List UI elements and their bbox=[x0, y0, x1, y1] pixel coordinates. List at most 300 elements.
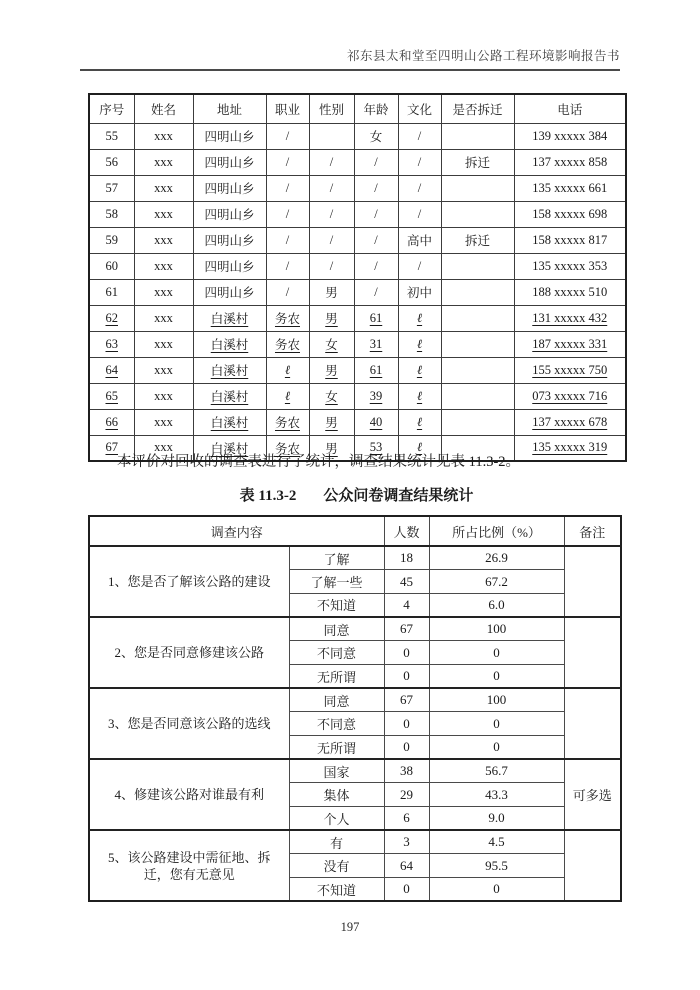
cell-text: / bbox=[285, 154, 290, 169]
percent-cell: 95.5 bbox=[429, 854, 564, 878]
table-row bbox=[89, 546, 621, 570]
table-cell bbox=[354, 175, 398, 201]
table-cell bbox=[89, 305, 134, 331]
table-cell bbox=[193, 123, 266, 149]
cell-text: / bbox=[417, 180, 422, 195]
table-cell bbox=[193, 357, 266, 383]
note-cell bbox=[564, 688, 621, 759]
table-row bbox=[89, 201, 626, 227]
note-cell: 可多选 bbox=[564, 759, 621, 830]
table-cell bbox=[266, 123, 309, 149]
cell-text: 158 xxxxx 817 bbox=[532, 232, 608, 247]
table-caption-label: 表 11.3-2 bbox=[239, 488, 297, 504]
percent-cell: 67.2 bbox=[429, 570, 564, 594]
cell-text: / bbox=[417, 258, 422, 273]
table-cell bbox=[354, 305, 398, 331]
table-cell bbox=[89, 123, 134, 149]
count-cell: 4 bbox=[384, 593, 429, 617]
cell-text: / bbox=[285, 258, 290, 273]
table-cell bbox=[441, 331, 514, 357]
table-cell bbox=[398, 227, 441, 253]
table-cell bbox=[193, 409, 266, 435]
respondent-table-header-row bbox=[89, 94, 626, 123]
table-cell bbox=[398, 357, 441, 383]
cell-text: ℓ bbox=[416, 414, 423, 429]
table-row bbox=[89, 305, 626, 331]
cell-text: 61 bbox=[369, 310, 383, 325]
column-header: 电话 bbox=[514, 94, 626, 123]
cell-text: ℓ bbox=[416, 388, 423, 403]
table-cell bbox=[134, 253, 193, 279]
table-cell bbox=[398, 383, 441, 409]
table-cell bbox=[354, 357, 398, 383]
table-row bbox=[89, 759, 621, 783]
table-row bbox=[89, 357, 626, 383]
option-cell: 了解 bbox=[289, 546, 384, 570]
percent-cell: 9.0 bbox=[429, 807, 564, 831]
count-cell: 3 bbox=[384, 830, 429, 854]
cell-text: xxx bbox=[154, 206, 173, 221]
cell-text: 62 bbox=[105, 310, 118, 325]
table-cell bbox=[354, 149, 398, 175]
cell-text: xxx bbox=[154, 180, 173, 195]
cell-text: 135 xxxxx 353 bbox=[532, 258, 608, 273]
table-cell bbox=[441, 227, 514, 253]
table-cell bbox=[266, 149, 309, 175]
cell-text: 女 bbox=[369, 130, 383, 144]
option-cell: 了解一些 bbox=[289, 570, 384, 594]
count-cell: 29 bbox=[384, 783, 429, 807]
cell-text: / bbox=[417, 206, 422, 221]
cell-text: 57 bbox=[105, 180, 118, 195]
option-cell: 没有 bbox=[289, 854, 384, 878]
column-header: 职业 bbox=[266, 94, 309, 123]
cell-text: / bbox=[329, 206, 334, 221]
cell-text: ℓ bbox=[284, 388, 291, 403]
table-cell bbox=[354, 123, 398, 149]
table-cell bbox=[193, 383, 266, 409]
table-cell bbox=[398, 201, 441, 227]
cell-text: 155 xxxxx 750 bbox=[532, 362, 608, 377]
table-cell bbox=[134, 331, 193, 357]
cell-text: 60 bbox=[105, 258, 118, 273]
percent-cell: 0 bbox=[429, 736, 564, 760]
table-caption-title: 公众问卷调查结果统计 bbox=[323, 488, 474, 504]
table-cell bbox=[134, 149, 193, 175]
cell-text: 白溪村 bbox=[210, 312, 249, 326]
table-row bbox=[89, 409, 626, 435]
table-cell bbox=[89, 279, 134, 305]
table-row bbox=[89, 175, 626, 201]
table-cell bbox=[134, 409, 193, 435]
percent-cell: 56.7 bbox=[429, 759, 564, 783]
cell-text: / bbox=[285, 128, 290, 143]
table-cell bbox=[354, 279, 398, 305]
table-row bbox=[89, 830, 621, 854]
count-cell: 0 bbox=[384, 878, 429, 902]
cell-text: xxx bbox=[154, 414, 173, 429]
cell-text: ℓ bbox=[416, 440, 423, 455]
table-cell bbox=[89, 383, 134, 409]
cell-text: 56 bbox=[105, 154, 118, 169]
table-cell bbox=[514, 305, 626, 331]
percent-cell: 43.3 bbox=[429, 783, 564, 807]
cell-text: xxx bbox=[154, 440, 173, 455]
table-cell bbox=[398, 279, 441, 305]
cell-text: 男 bbox=[325, 364, 338, 378]
table-cell bbox=[398, 253, 441, 279]
table-cell bbox=[514, 123, 626, 149]
table-cell bbox=[89, 201, 134, 227]
table-cell bbox=[89, 227, 134, 253]
question-cell: 4、修建该公路对谁最有利 bbox=[89, 759, 289, 830]
cell-text: 61 bbox=[105, 284, 118, 299]
table-cell bbox=[89, 149, 134, 175]
note-cell bbox=[564, 617, 621, 688]
cell-text: 四明山乡 bbox=[204, 130, 255, 144]
table-cell bbox=[354, 253, 398, 279]
cell-text: 187 xxxxx 331 bbox=[532, 336, 608, 351]
cell-text: 188 xxxxx 510 bbox=[532, 284, 608, 299]
cell-text: xxx bbox=[154, 388, 173, 403]
table-cell bbox=[266, 175, 309, 201]
table-cell bbox=[134, 175, 193, 201]
cell-text: 四明山乡 bbox=[204, 156, 255, 170]
cell-text: 男 bbox=[325, 286, 338, 300]
option-cell: 不同意 bbox=[289, 712, 384, 736]
cell-text: / bbox=[329, 154, 334, 169]
running-header: 祁东县太和堂至四明山公路工程环境影响报告书 bbox=[80, 46, 620, 71]
option-cell: 国家 bbox=[289, 759, 384, 783]
column-header: 年龄 bbox=[354, 94, 398, 123]
cell-text: 务农 bbox=[274, 338, 300, 352]
column-header-note: 备注 bbox=[564, 516, 621, 546]
count-cell: 67 bbox=[384, 688, 429, 712]
count-cell: 0 bbox=[384, 641, 429, 665]
cell-text: / bbox=[374, 180, 378, 195]
column-header: 姓名 bbox=[134, 94, 193, 123]
table-cell bbox=[441, 175, 514, 201]
table-cell bbox=[309, 383, 354, 409]
survey-table-body bbox=[89, 546, 621, 901]
table-cell bbox=[514, 383, 626, 409]
table-cell bbox=[134, 383, 193, 409]
option-cell: 不同意 bbox=[289, 641, 384, 665]
table-cell bbox=[309, 279, 354, 305]
cell-text: xxx bbox=[154, 310, 173, 325]
cell-text: 拆迁 bbox=[464, 234, 490, 248]
option-cell: 集体 bbox=[289, 783, 384, 807]
cell-text: 61 bbox=[369, 362, 383, 377]
survey-table bbox=[88, 515, 622, 902]
count-cell: 45 bbox=[384, 570, 429, 594]
column-header-percent: 所占比例（%） bbox=[429, 516, 564, 546]
table-cell bbox=[89, 331, 134, 357]
table-cell bbox=[309, 253, 354, 279]
table-cell bbox=[398, 409, 441, 435]
table-caption bbox=[88, 484, 625, 505]
table-cell bbox=[134, 305, 193, 331]
option-cell: 无所谓 bbox=[289, 664, 384, 688]
cell-text: 139 xxxxx 384 bbox=[532, 128, 608, 143]
table-cell bbox=[441, 201, 514, 227]
table-cell bbox=[193, 175, 266, 201]
table-cell bbox=[309, 331, 354, 357]
table-cell bbox=[309, 123, 354, 149]
table-row bbox=[89, 123, 626, 149]
count-cell: 6 bbox=[384, 807, 429, 831]
cell-text: ℓ bbox=[416, 362, 423, 377]
cell-text: / bbox=[329, 180, 334, 195]
cell-text: / bbox=[285, 284, 290, 299]
table-cell bbox=[514, 201, 626, 227]
note-cell bbox=[564, 830, 621, 901]
table-row bbox=[89, 617, 621, 641]
table-cell bbox=[354, 227, 398, 253]
page-number: 197 bbox=[340, 920, 360, 934]
count-cell: 67 bbox=[384, 617, 429, 641]
percent-cell: 100 bbox=[429, 688, 564, 712]
table-cell bbox=[89, 253, 134, 279]
cell-text: / bbox=[329, 258, 334, 273]
cell-text: 白溪村 bbox=[210, 416, 249, 430]
table-cell bbox=[309, 409, 354, 435]
count-cell: 18 bbox=[384, 546, 429, 570]
cell-text: 务农 bbox=[274, 441, 300, 456]
table-row bbox=[89, 279, 626, 305]
table-cell bbox=[266, 253, 309, 279]
cell-text: 白溪村 bbox=[210, 338, 249, 352]
table-cell bbox=[89, 357, 134, 383]
cell-text: xxx bbox=[154, 128, 173, 143]
table-row bbox=[89, 688, 621, 712]
cell-text: 高中 bbox=[406, 234, 432, 248]
cell-text: 白溪村 bbox=[210, 390, 249, 404]
cell-text: xxx bbox=[154, 232, 173, 247]
cell-text: / bbox=[285, 206, 290, 221]
percent-cell: 0 bbox=[429, 641, 564, 665]
table-cell bbox=[354, 331, 398, 357]
cell-text: 初中 bbox=[406, 286, 432, 300]
table-cell bbox=[193, 331, 266, 357]
cell-text: 白溪村 bbox=[210, 441, 249, 456]
percent-cell: 100 bbox=[429, 617, 564, 641]
percent-cell: 26.9 bbox=[429, 546, 564, 570]
percent-cell: 0 bbox=[429, 712, 564, 736]
table-cell bbox=[441, 279, 514, 305]
cell-text: 女 bbox=[325, 338, 338, 352]
table-cell bbox=[398, 331, 441, 357]
cell-text: / bbox=[329, 232, 334, 247]
table-cell bbox=[514, 357, 626, 383]
table-row bbox=[89, 253, 626, 279]
table-cell bbox=[309, 149, 354, 175]
cell-text: 务农 bbox=[274, 312, 300, 326]
cell-text: 59 bbox=[105, 232, 118, 247]
cell-text: 务农 bbox=[274, 416, 300, 430]
cell-text: / bbox=[285, 180, 290, 195]
table-cell bbox=[193, 201, 266, 227]
cell-text: 四明山乡 bbox=[204, 208, 255, 222]
cell-text: ℓ bbox=[284, 362, 291, 377]
cell-text: 63 bbox=[105, 336, 118, 351]
cell-text: 53 bbox=[369, 440, 383, 455]
table-cell bbox=[441, 149, 514, 175]
count-cell: 0 bbox=[384, 712, 429, 736]
option-cell: 同意 bbox=[289, 617, 384, 641]
table-cell bbox=[193, 279, 266, 305]
table-cell bbox=[514, 331, 626, 357]
cell-text: 39 bbox=[369, 388, 383, 403]
question-cell: 1、您是否了解该公路的建设 bbox=[89, 546, 289, 617]
table-cell bbox=[266, 227, 309, 253]
option-cell: 有 bbox=[289, 830, 384, 854]
option-cell: 不知道 bbox=[289, 878, 384, 902]
table-cell bbox=[309, 227, 354, 253]
cell-text: 67 bbox=[105, 440, 118, 455]
respondent-table bbox=[88, 93, 627, 462]
table-cell bbox=[514, 227, 626, 253]
column-header: 性别 bbox=[309, 94, 354, 123]
cell-text: / bbox=[374, 284, 378, 299]
table-cell bbox=[266, 279, 309, 305]
cell-text: 31 bbox=[369, 336, 383, 351]
count-cell: 0 bbox=[384, 664, 429, 688]
column-header-count: 人数 bbox=[384, 516, 429, 546]
table-cell bbox=[441, 409, 514, 435]
respondent-table-body bbox=[89, 123, 626, 461]
table-cell bbox=[134, 279, 193, 305]
table-cell bbox=[441, 123, 514, 149]
cell-text: xxx bbox=[154, 336, 173, 351]
count-cell: 38 bbox=[384, 759, 429, 783]
cell-text: / bbox=[374, 206, 378, 221]
table-cell bbox=[193, 227, 266, 253]
table-cell bbox=[193, 149, 266, 175]
column-header-content: 调查内容 bbox=[89, 516, 384, 546]
cell-text: 40 bbox=[369, 414, 383, 429]
cell-text: 男 bbox=[325, 441, 338, 456]
percent-cell: 4.5 bbox=[429, 830, 564, 854]
cell-text: 四明山乡 bbox=[204, 182, 255, 196]
table-cell bbox=[354, 201, 398, 227]
column-header: 序号 bbox=[89, 94, 134, 123]
cell-text: 158 xxxxx 698 bbox=[532, 206, 608, 221]
column-header: 文化 bbox=[398, 94, 441, 123]
cell-text: 135 xxxxx 661 bbox=[532, 180, 608, 195]
cell-text: 66 bbox=[105, 414, 118, 429]
table-cell bbox=[514, 253, 626, 279]
table-cell bbox=[309, 201, 354, 227]
survey-table-header-row bbox=[89, 516, 621, 546]
cell-text: 64 bbox=[105, 362, 118, 377]
cell-text: 男 bbox=[325, 312, 338, 326]
table-cell bbox=[398, 305, 441, 331]
cell-text: 137 xxxxx 678 bbox=[532, 414, 608, 429]
table-cell bbox=[514, 409, 626, 435]
question-cell: 2、您是否同意修建该公路 bbox=[89, 617, 289, 688]
table-cell bbox=[309, 357, 354, 383]
question-cell: 5、该公路建设中需征地、拆迁，您有无意见 bbox=[89, 830, 289, 901]
table-cell bbox=[134, 201, 193, 227]
cell-text: xxx bbox=[154, 284, 173, 299]
count-cell: 0 bbox=[384, 736, 429, 760]
table-cell bbox=[266, 357, 309, 383]
cell-text: 073 xxxxx 716 bbox=[532, 388, 608, 403]
table-cell bbox=[441, 383, 514, 409]
cell-text: xxx bbox=[154, 258, 173, 273]
column-header: 是否拆迁 bbox=[441, 94, 514, 123]
table-cell bbox=[266, 201, 309, 227]
cell-text: / bbox=[417, 154, 422, 169]
table-row bbox=[89, 383, 626, 409]
body-paragraph: 本评价对回收的调查表进行了统计，调查结果统计见表 11.3-2。 bbox=[117, 454, 521, 470]
table-cell bbox=[441, 357, 514, 383]
percent-cell: 0 bbox=[429, 878, 564, 902]
table-cell bbox=[89, 409, 134, 435]
table-cell bbox=[134, 123, 193, 149]
table-cell bbox=[354, 409, 398, 435]
table-row bbox=[89, 331, 626, 357]
table-cell bbox=[266, 305, 309, 331]
cell-text: 女 bbox=[325, 390, 338, 404]
cell-text: 拆迁 bbox=[464, 156, 490, 170]
cell-text: 135 xxxxx 319 bbox=[532, 440, 608, 455]
cell-text: / bbox=[285, 232, 290, 247]
table-cell bbox=[398, 175, 441, 201]
cell-text: xxx bbox=[154, 154, 173, 169]
option-cell: 个人 bbox=[289, 807, 384, 831]
note-cell bbox=[564, 546, 621, 617]
percent-cell: 6.0 bbox=[429, 593, 564, 617]
table-cell bbox=[134, 227, 193, 253]
percent-cell: 0 bbox=[429, 664, 564, 688]
cell-text: 四明山乡 bbox=[204, 234, 255, 248]
count-cell: 64 bbox=[384, 854, 429, 878]
table-row bbox=[89, 149, 626, 175]
option-cell: 同意 bbox=[289, 688, 384, 712]
table-cell bbox=[89, 175, 134, 201]
table-cell bbox=[266, 331, 309, 357]
table-cell bbox=[514, 149, 626, 175]
cell-text: / bbox=[417, 128, 422, 143]
cell-text: ℓ bbox=[416, 336, 423, 351]
cell-text: 65 bbox=[105, 388, 118, 403]
cell-text: / bbox=[374, 154, 378, 169]
cell-text: 白溪村 bbox=[210, 364, 249, 378]
option-cell: 不知道 bbox=[289, 593, 384, 617]
table-cell bbox=[266, 383, 309, 409]
table-cell bbox=[193, 305, 266, 331]
cell-text: 四明山乡 bbox=[204, 260, 255, 274]
cell-text: / bbox=[374, 258, 378, 273]
cell-text: ℓ bbox=[416, 310, 423, 325]
table-row bbox=[89, 227, 626, 253]
cell-text: xxx bbox=[154, 362, 173, 377]
table-cell bbox=[441, 305, 514, 331]
table-cell bbox=[398, 149, 441, 175]
table-cell bbox=[398, 123, 441, 149]
table-cell bbox=[514, 279, 626, 305]
table-cell bbox=[266, 409, 309, 435]
cell-text: 男 bbox=[325, 416, 338, 430]
cell-text: / bbox=[374, 232, 378, 247]
column-header: 地址 bbox=[193, 94, 266, 123]
table-cell bbox=[354, 383, 398, 409]
table-cell bbox=[134, 357, 193, 383]
cell-text: 四明山乡 bbox=[204, 286, 255, 300]
cell-text: 55 bbox=[105, 128, 118, 143]
